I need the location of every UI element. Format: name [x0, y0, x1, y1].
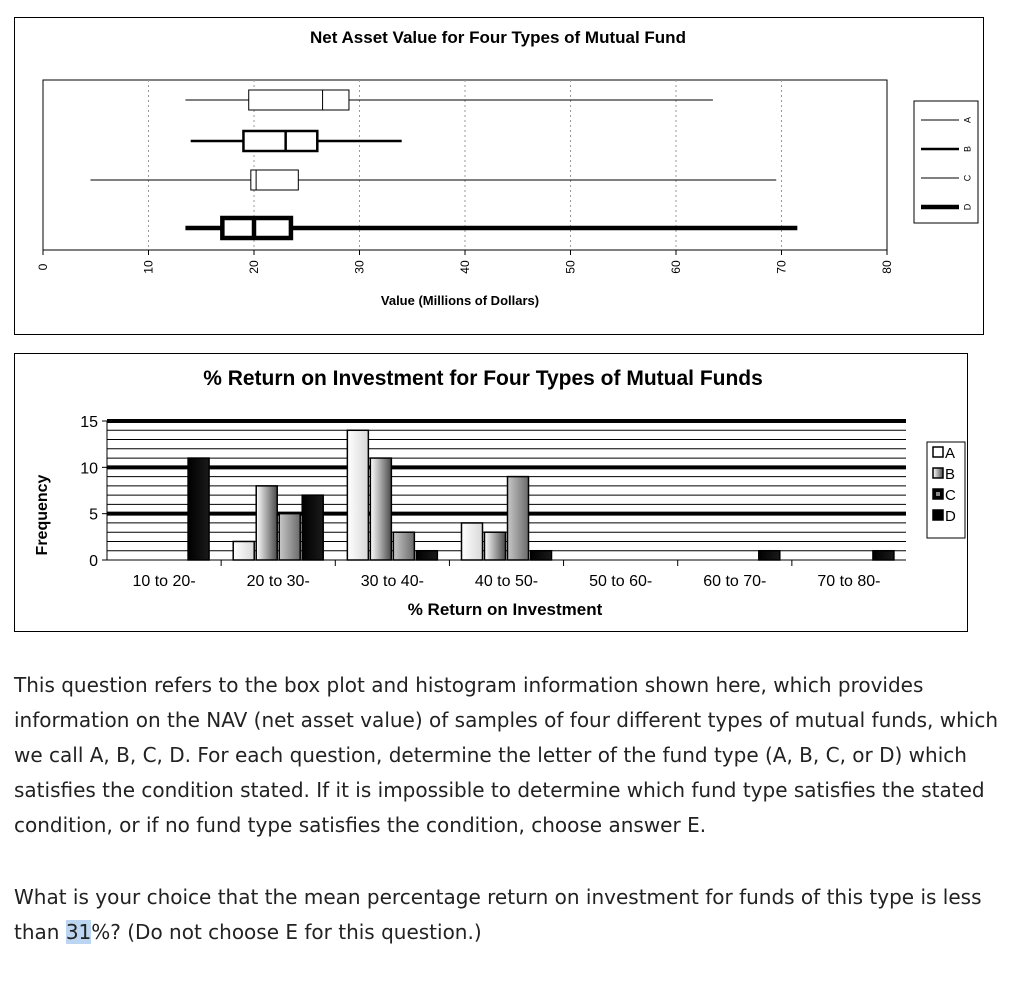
- histogram-bar: [531, 551, 552, 560]
- histogram-y-tick-label: 0: [89, 553, 98, 570]
- histogram-y-tick-label: 15: [80, 414, 98, 431]
- histogram-legend-swatch: [933, 468, 943, 478]
- boxplot-title: Net Asset Value for Four Types of Mutual Fund: [310, 28, 686, 47]
- histogram-x-tick-label: 10 to 20-: [132, 573, 196, 590]
- histogram-bar: [188, 458, 209, 560]
- boxplot-legend-label: B: [962, 145, 973, 153]
- histogram-y-axis-label: Frequency: [34, 474, 51, 556]
- boxplot-box: [243, 131, 317, 151]
- boxplot-chart: [14, 17, 984, 335]
- boxplot-series-c: [90, 170, 776, 190]
- question-text: [14, 668, 1022, 950]
- histogram-bar: [370, 458, 391, 560]
- boxplot-series-d: [185, 218, 797, 238]
- histogram-legend-label: C: [945, 487, 956, 504]
- boxplot-x-tick-label: 70: [774, 260, 789, 274]
- histogram-x-tick-label: 70 to 80-: [817, 573, 881, 590]
- histogram-bar: [393, 532, 414, 560]
- histogram-x-tick-label: 60 to 70-: [703, 573, 767, 590]
- boxplot-x-tick-label: 20: [247, 260, 261, 274]
- boxplot-x-tick-label: 30: [352, 260, 367, 274]
- highlighted-value[interactable]: 31: [65, 920, 92, 944]
- boxplot-legend-label: A: [962, 116, 973, 124]
- histogram-y-tick-label: 5: [89, 506, 98, 524]
- boxplot-box: [222, 218, 291, 238]
- question-prompt-end: %? (Do not choose E for this question.): [91, 920, 482, 944]
- histogram-title: % Return on Investment for Four Types of Mutual Funds: [203, 367, 763, 390]
- boxplot-x-tick-label: 80: [880, 260, 894, 274]
- histogram-x-tick-label: 40 to 50-: [474, 573, 539, 590]
- histogram-legend-label: B: [945, 466, 956, 483]
- histogram-x-tick-label: 50 to 60-: [589, 573, 653, 590]
- boxplot-x-tick-label: 40: [458, 260, 472, 274]
- histogram-x-tick-label: 20 to 30-: [246, 573, 310, 590]
- histogram-bar: [347, 430, 368, 560]
- histogram-legend-label: D: [945, 508, 956, 525]
- boxplot-x-tick-label: 10: [141, 260, 156, 274]
- boxplot-legend-label: D: [962, 203, 973, 211]
- histogram-chart: [14, 353, 968, 632]
- boxplot-x-tick-label: 0: [36, 263, 50, 271]
- question-prompt: [14, 880, 1022, 950]
- question-prompt-start: What is your choice that the mean percentage return on investment for funds of this type is less than: [14, 885, 982, 944]
- boxplot-box: [249, 90, 349, 110]
- boxplot-box: [251, 170, 298, 190]
- histogram-legend-label: A: [945, 445, 956, 462]
- histogram-svg: [15, 354, 969, 633]
- histogram-bar: [759, 551, 780, 560]
- boxplot-series-b: [191, 131, 402, 151]
- boxplot-x-axis-label: Value (Millions of Dollars): [380, 293, 540, 308]
- histogram-bar: [302, 495, 323, 560]
- histogram-legend-swatch-inner: [936, 492, 940, 496]
- histogram-bar: [485, 532, 506, 560]
- histogram-x-tick-label: 30 to 40-: [360, 573, 424, 590]
- histogram-bar: [873, 551, 894, 560]
- histogram-bar: [508, 477, 529, 560]
- histogram-y-tick-label: 10: [80, 460, 98, 478]
- boxplot-series-a: [185, 90, 713, 110]
- histogram-bar: [416, 551, 437, 560]
- histogram-bar: [279, 514, 300, 560]
- histogram-bar: [256, 486, 277, 560]
- histogram-x-axis-label: % Return on Investment: [407, 600, 603, 619]
- boxplot-svg: [15, 18, 985, 336]
- question-intro: This question refers to the box plot and histogram information shown here, which provides information on the NAV (net asset value) of samples of four different types of mutual funds, which we call A, B, C, D. For each question, determine the letter of the fund type (A, B, C, or D) which satisfies the condition stated. If it is impossible to determine which fund type satisfies the stated condition, or if no fund type satisfies the condition, choose answer E.: [14, 673, 999, 837]
- histogram-bar: [233, 541, 254, 560]
- boxplot-legend-label: C: [962, 174, 973, 182]
- boxplot-x-tick-label: 50: [563, 260, 578, 274]
- boxplot-x-tick-label: 60: [669, 260, 683, 274]
- histogram-legend-swatch: [933, 510, 943, 520]
- histogram-legend-swatch: [933, 447, 943, 457]
- histogram-bar: [462, 523, 483, 560]
